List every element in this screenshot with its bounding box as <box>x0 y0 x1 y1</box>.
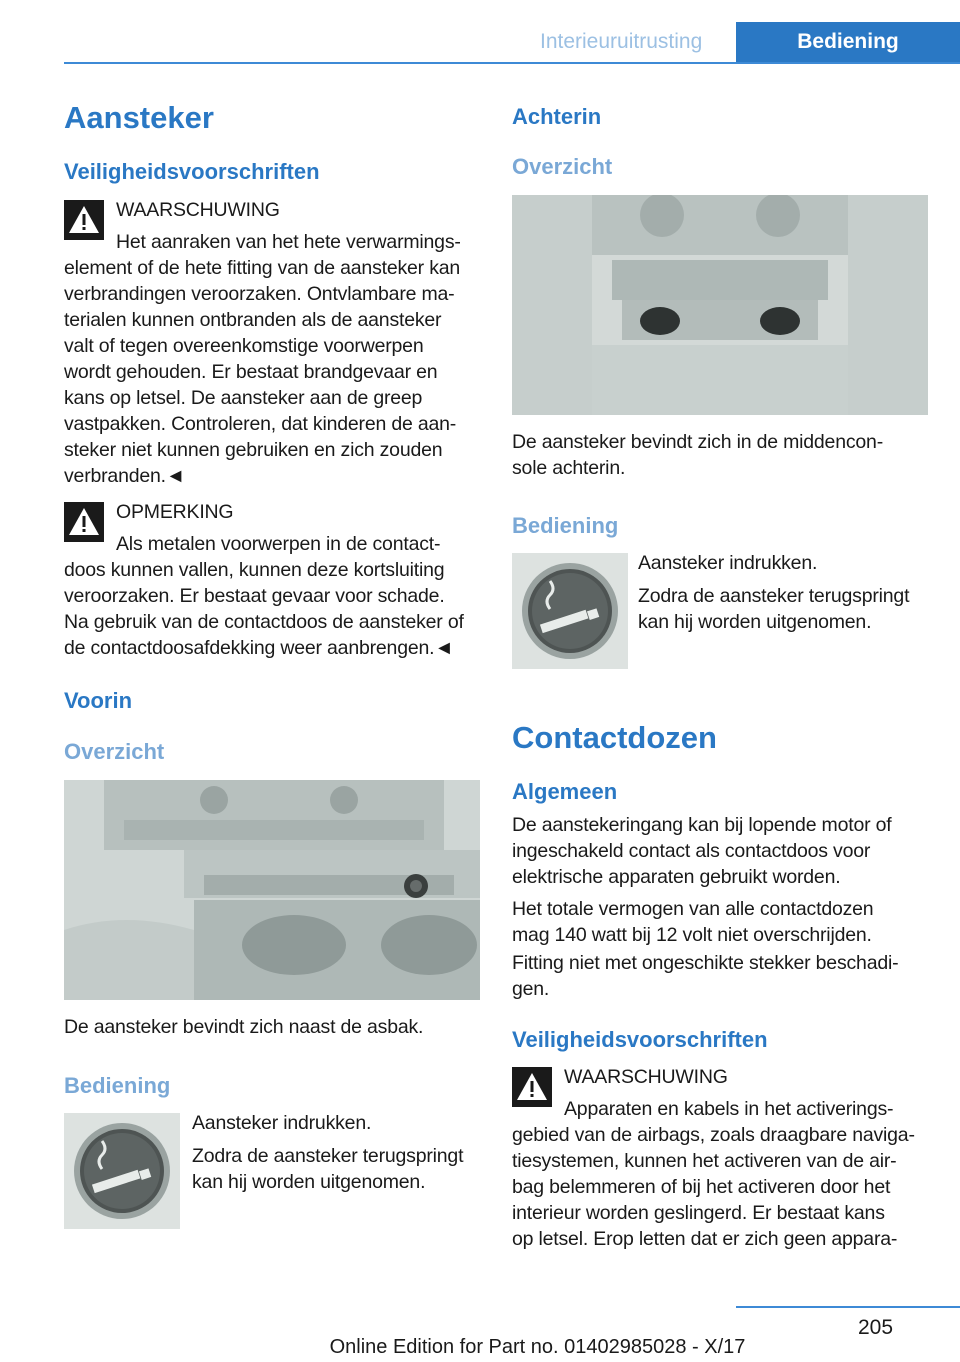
warning-label: WAARSCHUWING <box>116 199 280 221</box>
warning-text-first: Het aanraken van het hete verwarmings- <box>116 231 461 253</box>
rear-caption: De aansteker bevindt zich in de middencon- sole achterin. <box>512 431 883 479</box>
general-heading: Algemeen <box>512 779 618 804</box>
note-text-first: Als metalen voorwerpen in de contact- <box>116 533 441 555</box>
section-title-aansteker: Aansteker <box>64 100 214 135</box>
plug-text: Fitting niet met ongeschikte stekker beschadi- gen. <box>512 952 899 1000</box>
operation-step2a: Zodra de aansteker terugspringt <box>192 1145 464 1167</box>
front-console-photo <box>64 780 480 1000</box>
operation-step2b: kan hij worden uitgenomen. <box>192 1171 426 1193</box>
safety-heading: Veiligheidsvoorschriften <box>64 159 320 184</box>
operation-step1: Aansteker indrukken. <box>638 552 818 574</box>
section-title-contactdozen: Contactdozen <box>512 720 717 755</box>
operation-step2b: kan hij worden uitgenomen. <box>638 611 872 633</box>
power-text: Het totale vermogen van alle contactdozen mag 140 watt bij 12 volt niet overschrijden. <box>512 898 874 946</box>
warning-triangle-icon <box>512 1067 552 1107</box>
warning-text-first: Apparaten en kabels in het activerings- <box>564 1098 894 1120</box>
overview-heading: Overzicht <box>512 154 613 179</box>
online-edition-note: Online Edition for Part no. 01402985028 - X/17 <box>329 1336 746 1358</box>
warning-text: element of de hete fitting van de aansteker kan verbrandingen veroorzaken. Ontvlambare ma- terialen kunnen ontbranden als de aansteker valt of tegen overeenkomstige voorwerpen wordt gehouden. Er bestaat brandgevaar en kans op letsel. De aansteker aan de greep vastpakken. Controleren, dat kinderen de aan- steker niet kunnen gebruiken en zich zouden verbranden.◄ <box>64 257 461 487</box>
operation-step1: Aansteker indrukken. <box>192 1112 372 1134</box>
front-caption: De aansteker bevindt zich naast de asbak. <box>64 1016 424 1038</box>
warning-label: WAARSCHUWING <box>564 1066 728 1088</box>
cigarette-lighter-icon <box>512 553 628 669</box>
operation-step2a: Zodra de aansteker terugspringt <box>638 585 910 607</box>
overview-heading: Overzicht <box>64 739 165 764</box>
general-text: De aanstekeringang kan bij lopende motor of ingeschakeld contact als contactdoos voor elektrische apparaten gebruikt worden. <box>512 814 892 888</box>
warning-text: gebied van de airbags, zoals draagbare naviga- tiesystemen, kunnen het activeren van de air- bag belemmeren of bij het activeren door het interieur worden geslingerd. Er bestaat kans op letsel. Erop letten dat er zich geen appara- <box>512 1124 915 1250</box>
header-rule <box>64 62 960 64</box>
note-label: OPMERKING <box>116 501 234 523</box>
operation-heading: Bediening <box>512 513 619 538</box>
warning-triangle-icon <box>64 502 104 542</box>
front-heading: Voorin <box>64 688 133 713</box>
rear-console-photo <box>512 195 928 415</box>
rear-heading: Achterin <box>512 104 602 129</box>
safety-heading: Veiligheidsvoorschriften <box>512 1027 768 1052</box>
header-chapter-tab: Bediening <box>736 22 960 62</box>
warning-triangle-icon <box>64 200 104 240</box>
footer-rule <box>736 1306 960 1308</box>
cigarette-lighter-icon <box>64 1113 180 1229</box>
note-text: doos kunnen vallen, kunnen deze kortsluiting veroorzaken. Er bestaat gevaar voor schade. Na gebruik van de contactdoos de aansteker of de contactdoosafdekking weer aanbrengen.◄ <box>64 559 464 659</box>
operation-heading: Bediening <box>64 1073 171 1098</box>
header-section-tab: Interieuruitrusting <box>540 30 703 53</box>
page-number: 205 <box>858 1316 894 1339</box>
